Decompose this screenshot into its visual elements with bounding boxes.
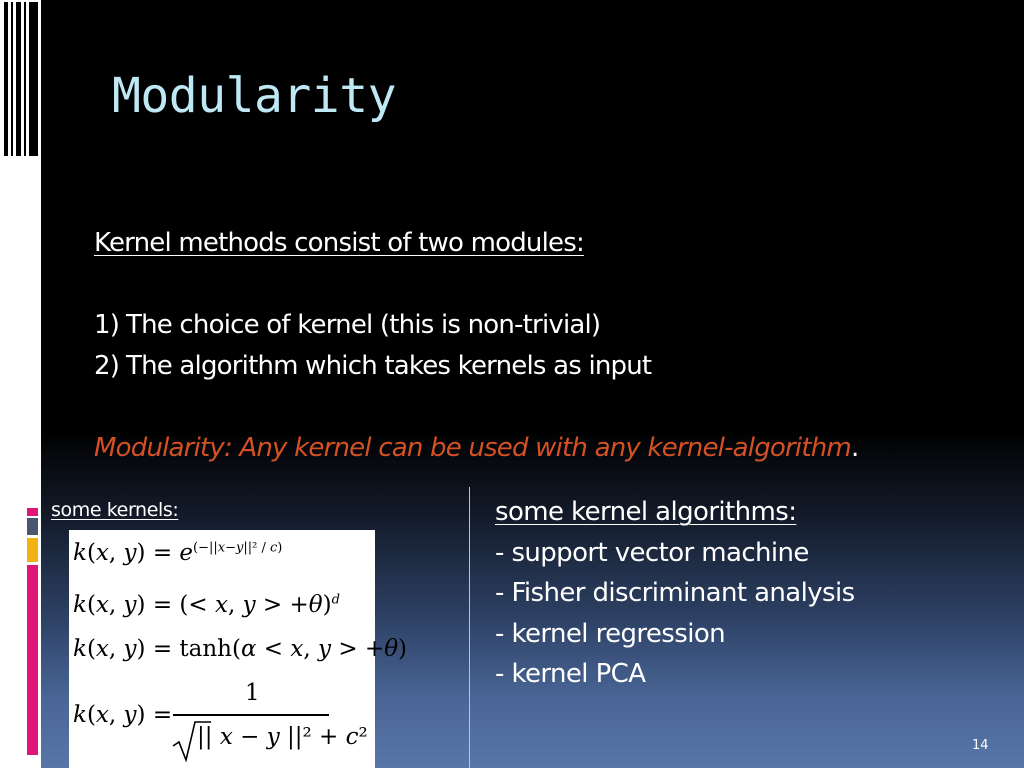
module-number: 1) [94, 310, 120, 340]
algorithms-column [495, 492, 855, 695]
algorithm-item: - Fisher discriminant analysis [495, 578, 855, 608]
pink-block-decoration [27, 508, 38, 516]
pink-tall-block-decoration [27, 565, 38, 755]
algorithms-heading: some kernel algorithms: [495, 497, 797, 527]
yellow-block-decoration [27, 538, 38, 562]
module-item-1 [94, 310, 600, 340]
column-divider [469, 487, 470, 768]
module-number: 2) [94, 351, 120, 381]
modularity-period: . [850, 433, 859, 463]
vertical-bars-decoration [0, 0, 41, 170]
kernel-formulas-image: k(x, $y) = e^{(-||x-y||^2 / c)}$ k(x, y) = (< x, y > +θ)$^d$ k(x, y) = tanh(α < x, y > +θ) k(x, y) = 1 || x − y ||² + c² [69, 530, 375, 768]
modularity-statement [94, 433, 858, 463]
modularity-highlight: Modularity: Any kernel can be used with any kernel-algorithm [94, 433, 851, 463]
formula-sigmoid: k(x, y) = tanh(α < x, y > +θ) [73, 636, 408, 662]
intro-heading: Kernel methods consist of two modules: [94, 228, 584, 258]
formula-gaussian: k(x, $y) = e^{(-||x-y||^2 / c)}$ [73, 540, 283, 566]
algorithm-item: - support vector machine [495, 537, 809, 568]
module-text: The choice of kernel (this is non-trivial) [126, 310, 601, 340]
formula-polynomial: k(x, y) = (< x, y > +θ)$^d$ [73, 592, 340, 618]
gray-block-decoration [27, 518, 38, 535]
algorithm-item: - kernel PCA [495, 659, 646, 689]
left-strip [0, 0, 41, 768]
module-text: The algorithm which takes kernels as input [126, 351, 652, 381]
page-number: 14 [972, 738, 989, 753]
slide-title: Modularity [112, 68, 396, 124]
module-item-2 [94, 351, 651, 381]
algorithm-item: - kernel regression [495, 618, 726, 649]
kernels-label: some kernels: [51, 499, 179, 521]
